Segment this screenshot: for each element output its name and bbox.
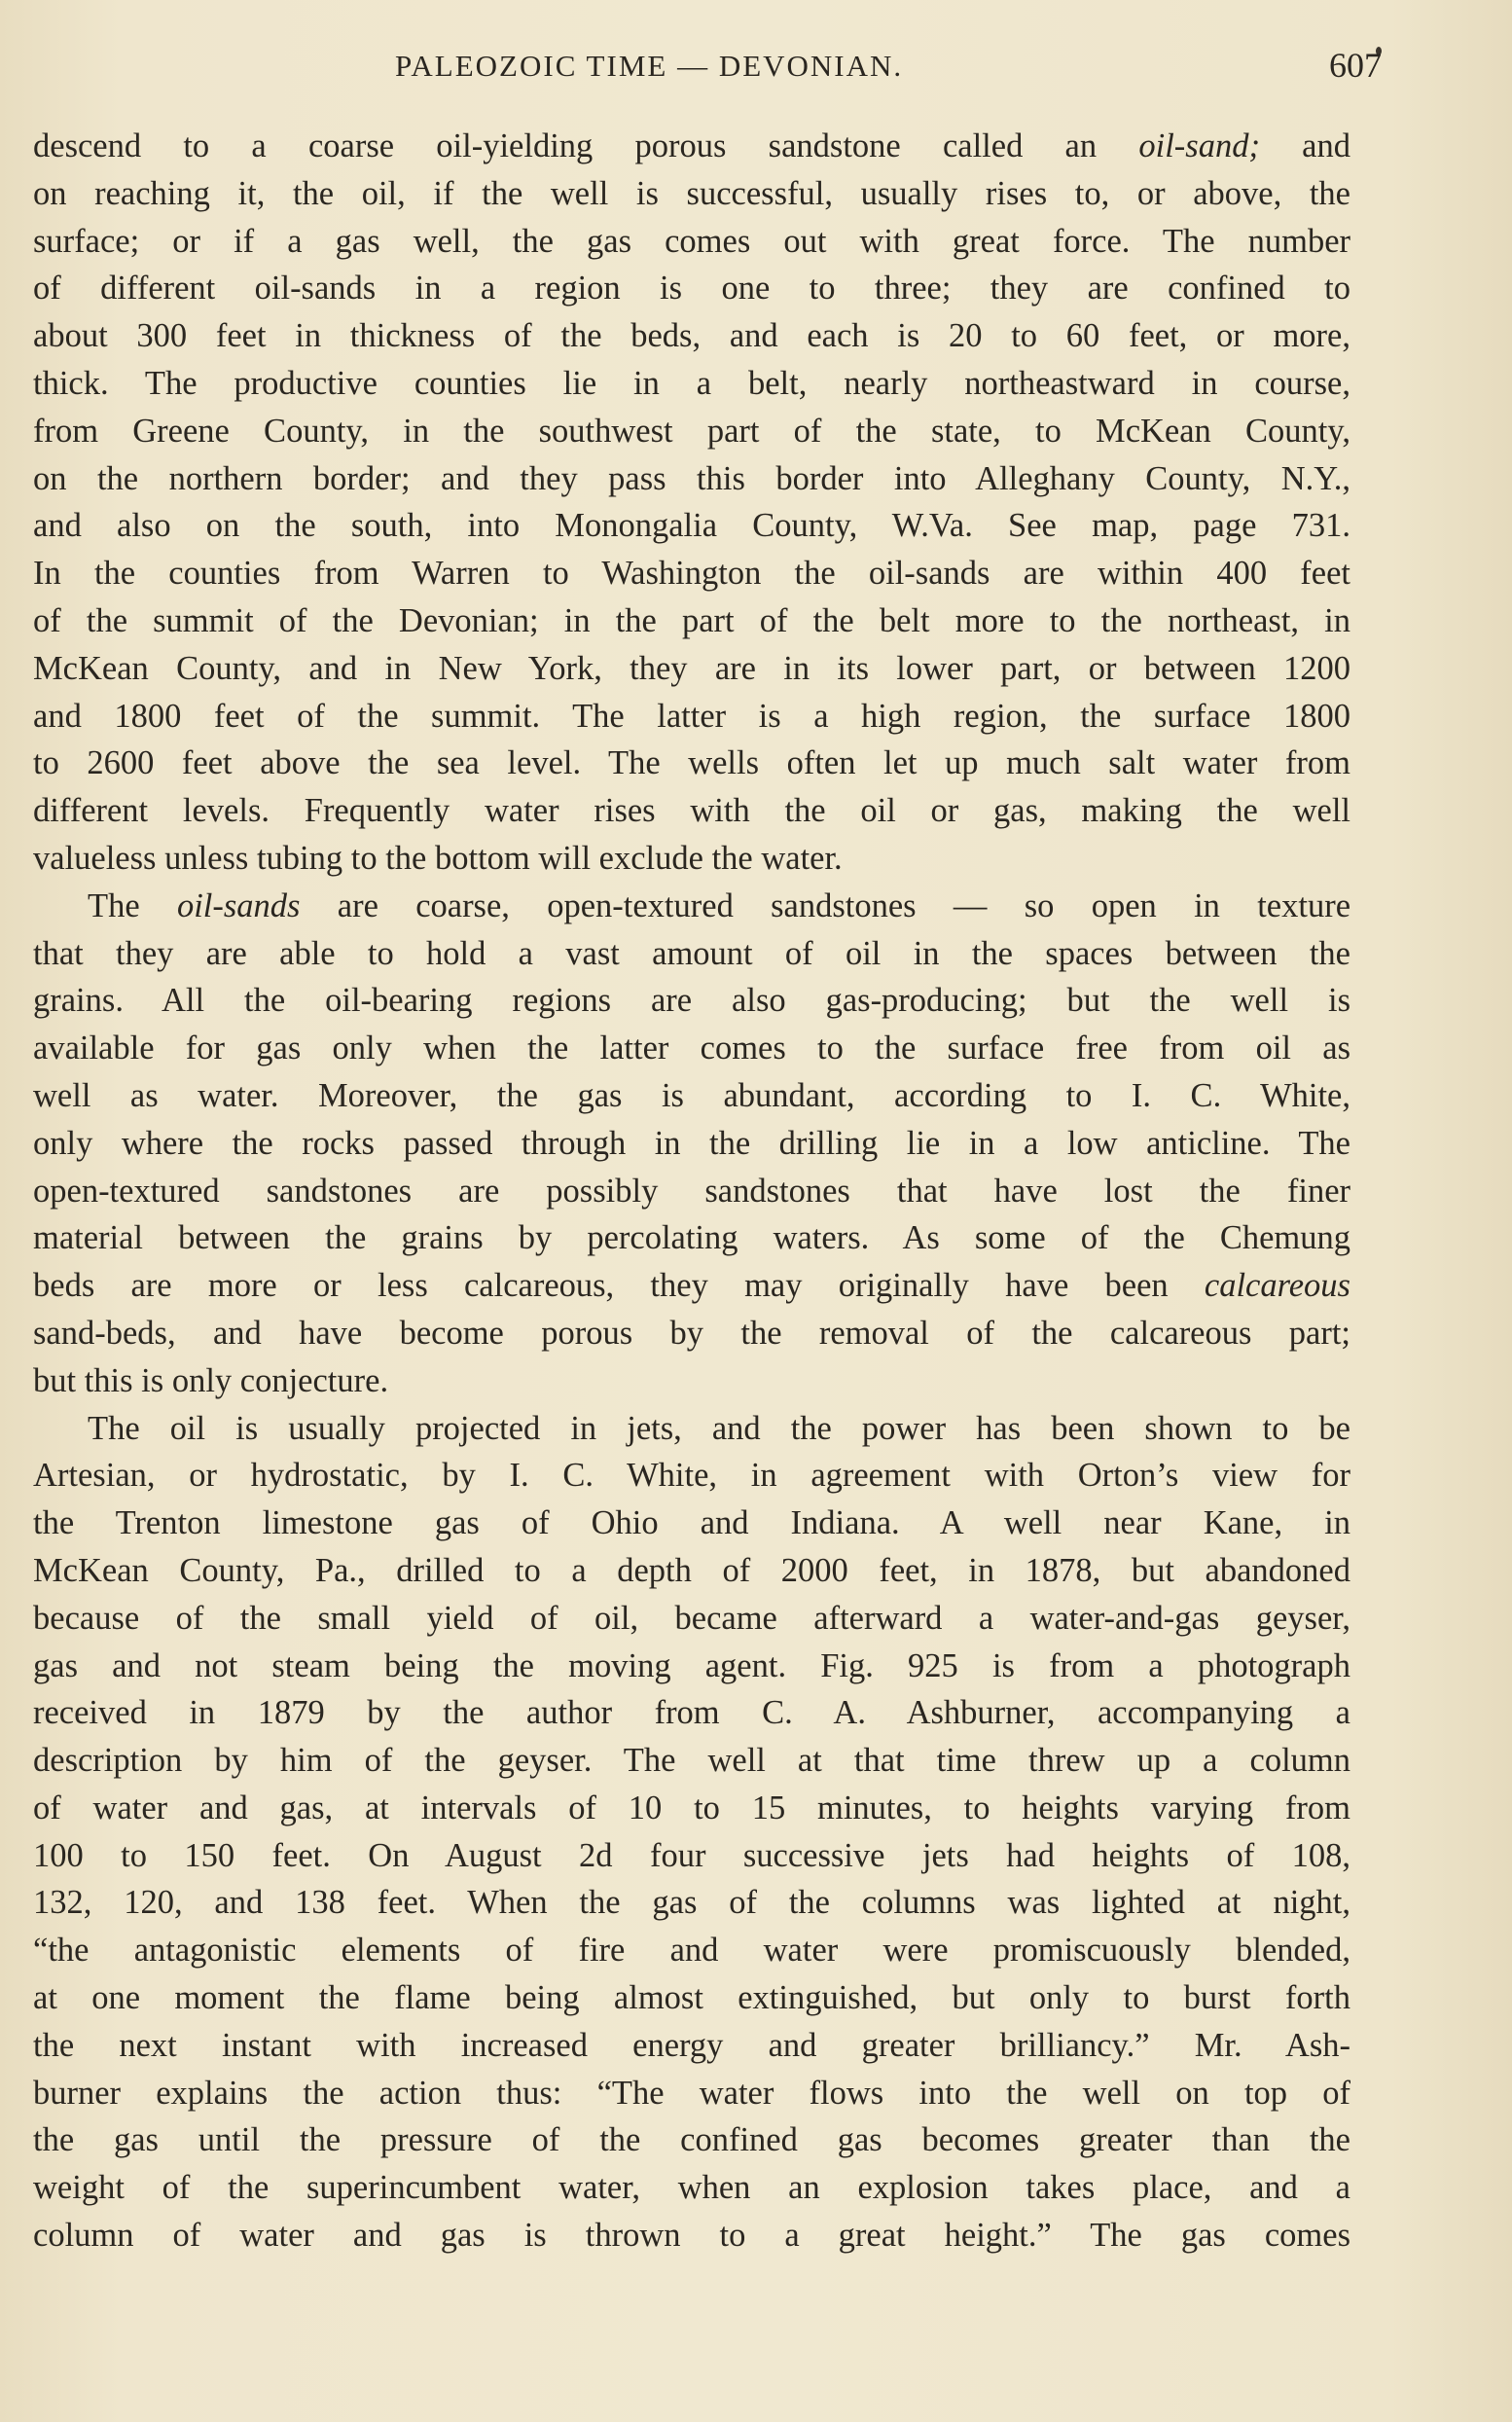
line-text-continued: are coarse, open-textured sandstones — so open in texture [300,886,1351,924]
line-text: about 300 feet in thickness of the beds, and each is 20 to 60 feet, or more, [33,317,1350,355]
line-text: weight of the superincumbent water, when an explosion takes place, and a [33,2169,1350,2207]
text-line [33,1168,1350,1215]
text-line [33,408,1350,455]
text-line [33,1737,1350,1785]
line-text: beds are more or less calcareous, they may originally have been [33,1267,1205,1305]
text-line [33,977,1350,1025]
line-text: surface; or if a gas well, the gas comes out with great force. The number [33,222,1350,260]
line-text: open-textured sandstones are possibly sandstones that have lost the finer [33,1172,1350,1210]
italic-term: oil-sand; [1138,127,1260,164]
line-text: but this is only conjecture. [33,1361,389,1399]
text-line [33,645,1350,693]
line-text: valueless unless tubing to the bottom will exclude the water. [33,839,843,877]
text-line [33,170,1350,218]
text-line [33,2070,1350,2117]
line-text: received in 1879 by the author from C. A. Ashburner, accompanying a [33,1694,1350,1732]
line-text: burner explains the action thus: “The water flows into the well on top of [33,2074,1350,2112]
line-text: at one moment the flame being almost extinguished, but only to burst forth [33,1979,1350,2017]
text-line [33,550,1350,597]
line-text: available for gas only when the latter comes to the surface free from oil as [33,1030,1350,1067]
line-text: sand-beds, and have become porous by the removal of the calcareous part; [33,1314,1350,1352]
line-text: well as water. Moreover, the gas is abundant, according to I. C. White, [33,1076,1350,1114]
text-line [33,312,1350,360]
text-line [33,1452,1350,1500]
line-text: on the northern border; and they pass this border into Alleghany County, N.Y., [33,459,1350,497]
line-text: because of the small yield of oil, became afterward a water-and-gas geyser, [33,1599,1350,1637]
text-line [33,1785,1350,1832]
text-line [33,1025,1350,1072]
text-line [33,1500,1350,1547]
text-line [33,2164,1350,2212]
line-text: from Greene County, in the southwest part of the state, to McKean County, [33,412,1350,450]
line-text: and 1800 feet of the summit. The latter is a high region, the surface 1800 [33,697,1350,735]
line-text: McKean County, Pa., drilled to a depth of 2000 feet, in 1878, but abandoned [33,1551,1350,1589]
text-line [33,502,1350,550]
italic-term: oil-sands [176,886,301,924]
text-line [33,930,1350,978]
line-text: of water and gas, at intervals of 10 to 15 minutes, to heights varying from [33,1789,1350,1826]
line-text: In the counties from Warren to Washington the oil-sands are within 400 feet [33,555,1350,593]
body-text [33,123,1350,2259]
line-text: grains. All the oil-bearing regions are also gas-producing; but the well is [33,982,1350,1020]
line-text: “the antagonistic elements of fire and water were promiscuously blended, [33,1932,1350,1970]
line-text: different levels. Frequently water rises with the oil or gas, making the well [33,792,1350,830]
text-line [33,1832,1350,1880]
line-text: material between the grains by percolating waters. As some of the Chemung [33,1219,1350,1257]
text-line [33,1072,1350,1120]
text-line [33,597,1350,645]
text-line [33,455,1350,503]
line-text-continued: and [1259,127,1350,164]
line-text: McKean County, and in New York, they are in its lower part, or between 1200 [33,649,1350,687]
line-text: 132, 120, and 138 feet. When the gas of the columns was lighted at night, [33,1884,1350,1922]
line-text: The oil is usually projected in jets, and the power has been shown to be [88,1409,1350,1447]
text-line [33,123,1350,170]
text-line [33,1405,1350,1453]
text-line [33,1927,1350,1974]
line-text: descend to a coarse oil-yielding porous sandstone called an [33,127,1139,164]
line-text: gas and not steam being the moving agent. Fig. 925 is from a photograph [33,1646,1350,1684]
text-line [33,1879,1350,1927]
line-text: description by him of the geyser. The well at that time threw up a column [33,1742,1350,1780]
text-line [33,1974,1350,2022]
page-header [35,43,1382,101]
line-text: the gas until the pressure of the confined gas becomes greater than the [33,2121,1350,2159]
text-line [33,1120,1350,1168]
line-text: to 2600 feet above the sea level. The wells often let up much salt water from [33,744,1350,782]
text-line [33,1689,1350,1737]
text-line [33,2022,1350,2070]
text-line [33,787,1350,835]
line-text: Artesian, or hydrostatic, by I. C. White, in agreement with Orton’s view for [33,1457,1350,1495]
text-line [33,2212,1350,2259]
running-head: PALEOZOIC TIME — DEVONIAN. [395,49,904,83]
text-line [33,1595,1350,1643]
page-number: 607 [1329,46,1382,85]
line-text: The [88,886,177,924]
line-text: column of water and gas is thrown to a great height.” The gas comes [33,2217,1350,2255]
text-line [33,2116,1350,2164]
text-line [33,1214,1350,1262]
line-text: of the summit of the Devonian; in the part of the belt more to the northeast, in [33,601,1350,639]
line-text: of different oil-sands in a region is one to three; they are confined to [33,270,1350,307]
line-text: on reaching it, the oil, if the well is successful, usually rises to, or above, the [33,174,1350,212]
text-line [33,1643,1350,1690]
text-line [33,360,1350,408]
text-line [33,265,1350,312]
text-line [33,218,1350,266]
text-line [33,883,1350,930]
text-line [33,835,1350,883]
line-text: only where the rocks passed through in the drilling lie in a low anticline. The [33,1124,1350,1162]
line-text: the Trenton limestone gas of Ohio and Indiana. A well near Kane, in [33,1504,1350,1542]
text-line [33,740,1350,787]
line-text: the next instant with increased energy and greater brilliancy.” Mr. Ash- [33,2026,1350,2064]
line-text: and also on the south, into Monongalia County, W.Va. See map, page 731. [33,507,1350,545]
line-text: 100 to 150 feet. On August 2d four successive jets had heights of 108, [33,1836,1350,1874]
text-line [33,1310,1350,1357]
line-text: that they are able to hold a vast amount of oil in the spaces between the [33,934,1350,972]
text-line [33,1547,1350,1595]
italic-term: calcareous [1204,1267,1350,1305]
text-line [33,1357,1350,1405]
text-line [33,693,1350,741]
line-text: thick. The productive counties lie in a belt, nearly northeastward in course, [33,364,1350,402]
text-line [33,1262,1350,1310]
